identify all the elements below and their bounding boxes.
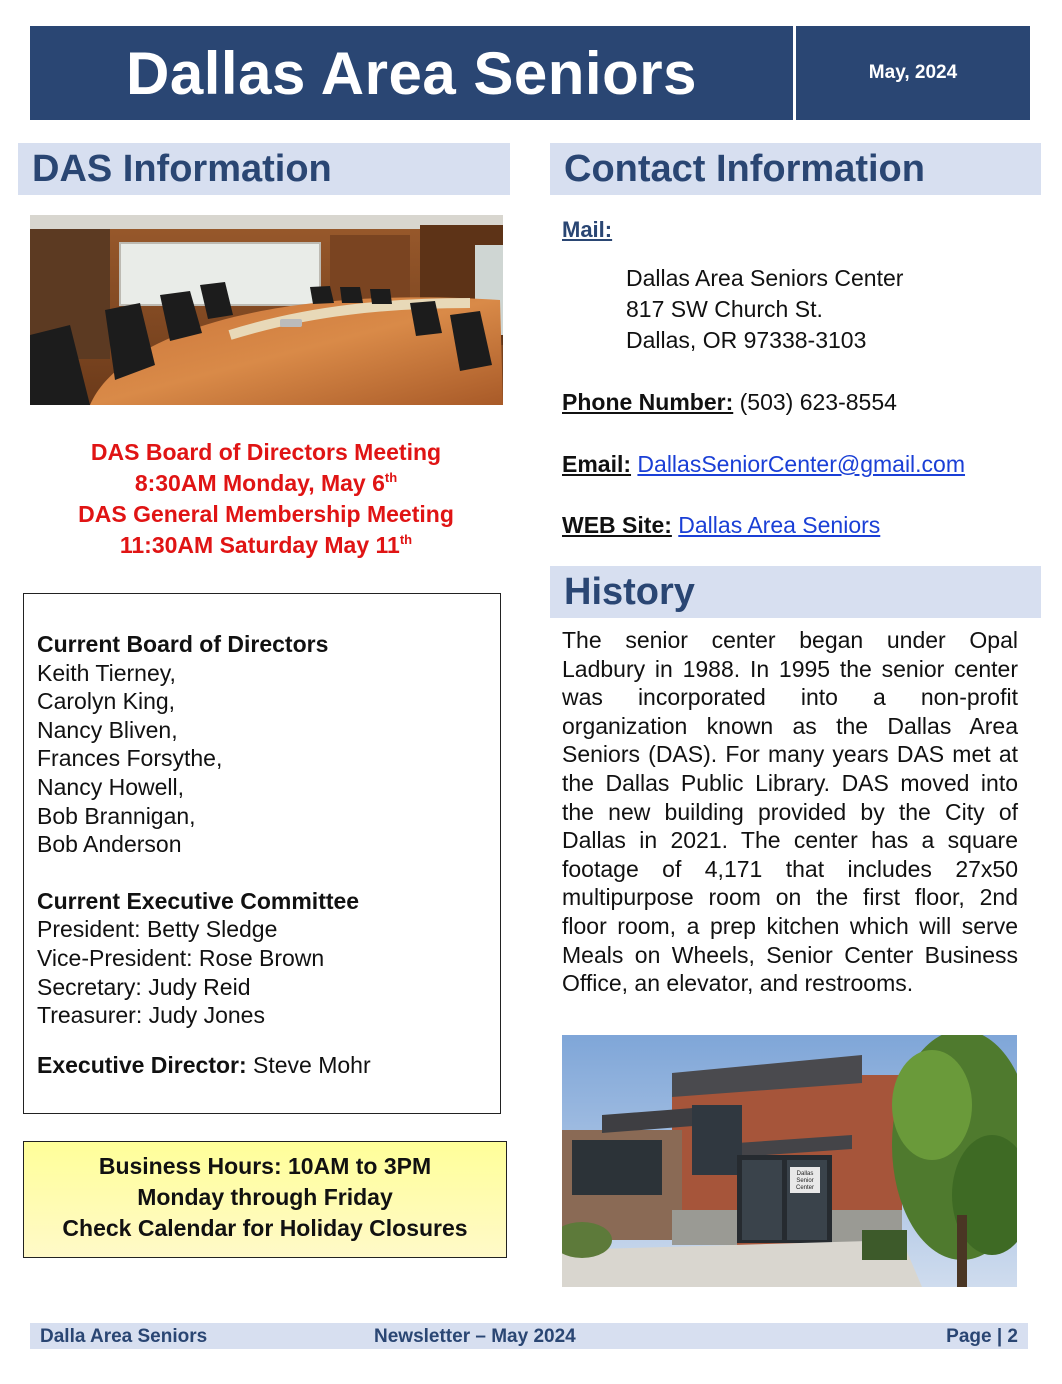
phone-line <box>562 389 897 416</box>
board-meeting-time <box>30 468 502 499</box>
board-member: Nancy Howell, <box>37 773 184 800</box>
building-sign-text: Center <box>795 1185 815 1191</box>
conference-room-photo <box>30 215 503 405</box>
section-header-contact-information: Contact Information <box>550 143 1041 195</box>
website-link[interactable]: Dallas Area Seniors <box>678 512 881 538</box>
address-line: 817 SW Church St. <box>626 296 823 322</box>
exec-member: President: Betty Sledge <box>37 916 278 943</box>
phone-number: (503) 623-8554 <box>733 389 897 415</box>
meeting-schedule <box>30 437 502 561</box>
board-meeting-title: DAS Board of Directors Meeting <box>90 439 442 465</box>
ordinal-suffix: th <box>384 470 398 485</box>
board-member: Frances Forsythe, <box>37 745 223 772</box>
board-member: Carolyn King, <box>37 688 176 715</box>
address-line: Dallas, OR 97338-3103 <box>626 327 867 353</box>
footer-newsletter: Newsletter – May 2024 <box>374 1326 576 1347</box>
executive-committee-heading: Current Executive Committee <box>37 887 360 914</box>
footer-page-number: Page | 2 <box>946 1326 1018 1347</box>
footer-organization: Dalla Area Seniors <box>40 1326 208 1347</box>
email-label: Email: <box>562 451 632 477</box>
section-header-das-information: DAS Information <box>18 143 510 195</box>
address-line: Dallas Area Seniors Center <box>626 265 904 291</box>
exec-member: Treasurer: Judy Jones <box>37 1002 265 1029</box>
business-hours-time: Business Hours: 10AM to 3PM <box>98 1153 432 1179</box>
mailing-address <box>626 263 903 356</box>
history-paragraph: The senior center began under Opal Ladbury in 1988. In 1995 the senior center was incorporated into a non-profit organization known as the Dallas Area Seniors (DAS). For many years DAS met at the Dallas Public Library. DAS moved into the new building provided by the City of Dallas in 2021. The center has a square footage of 4,171 that includes 27x50 multipurpose room on the first floor, 2nd floor room, a prep kitchen which will serve Meals on Wheels, Senior Center Business Office, an elevator, and restrooms. <box>562 627 1018 997</box>
board-heading: Current Board of Directors <box>37 631 329 657</box>
executive-director <box>37 1051 500 1080</box>
exec-member: Vice-President: Rose Brown <box>37 944 325 971</box>
website-line <box>562 512 880 539</box>
membership-meeting-time-text: 11:30AM Saturday May 11 <box>119 532 400 558</box>
header-banner <box>30 26 1030 120</box>
board-member: Nancy Bliven, <box>37 716 178 743</box>
executive-director-label: Executive Director: <box>37 1051 247 1078</box>
phone-label: Phone Number: <box>562 389 734 415</box>
newsletter-date: May, 2024 <box>868 62 958 83</box>
email-link[interactable]: DallasSeniorCenter@gmail.com <box>637 451 966 477</box>
board-meeting-time-text: 8:30AM Monday, May 6 <box>134 470 385 496</box>
membership-meeting-title: DAS General Membership Meeting <box>78 501 454 527</box>
business-hours-box <box>23 1141 507 1258</box>
exec-member: Secretary: Judy Reid <box>37 973 251 1000</box>
building-sign-text: Senior <box>796 1178 814 1184</box>
business-hours-days: Monday through Friday <box>137 1184 393 1210</box>
board-member: Bob Brannigan, <box>37 802 196 829</box>
holiday-closures-note: Check Calendar for Holiday Closures <box>62 1215 468 1241</box>
board-member: Keith Tierney, <box>37 659 176 686</box>
page-footer <box>30 1323 1028 1349</box>
building-sign-text: Dallas <box>796 1171 814 1177</box>
executive-director-name: Steve Mohr <box>246 1051 371 1078</box>
newsletter-title: Dallas Area Seniors <box>30 26 796 120</box>
section-header-history: History <box>550 566 1041 618</box>
email-line <box>562 451 965 478</box>
website-label: WEB Site: <box>562 512 672 538</box>
mail-label: Mail: <box>562 217 613 242</box>
senior-center-building-photo <box>562 1035 1017 1287</box>
board-member: Bob Anderson <box>37 831 182 858</box>
board-directors-box <box>23 593 501 1114</box>
membership-meeting-time <box>30 530 502 561</box>
ordinal-suffix: th <box>399 532 413 547</box>
